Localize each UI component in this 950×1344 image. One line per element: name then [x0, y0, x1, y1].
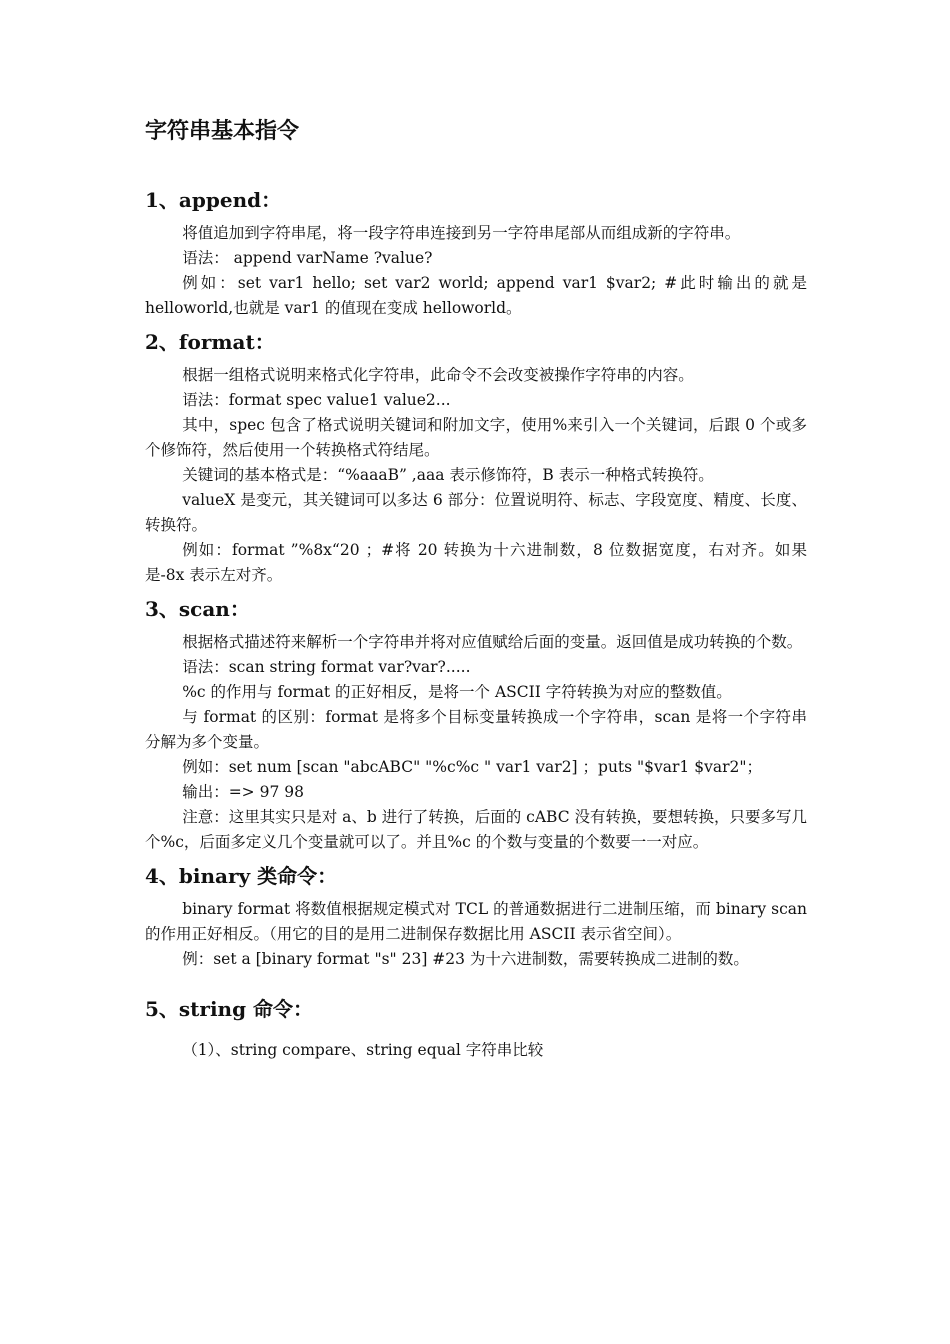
paragraph: 例如：format ”%8x“20 ；#将 20 转换为十六进制数，8 位数据宽度，右对齐。如果是-8x 表示左对齐。	[145, 540, 807, 584]
section-heading-scan: 3、scan：	[145, 596, 250, 621]
paragraph: （1）、string compare、string equal 字符串比较	[182, 1040, 544, 1059]
paragraph: binary format 将数值根据规定模式对 TCL 的普通数据进行二进制压缩，而 binary scan 的作用正好相反。（用它的目的是用二进制保存数据比用 ASCII 表示省空间）。	[145, 899, 807, 943]
section-heading-format: 2、format：	[145, 329, 275, 354]
paragraph: 与 format 的区别：format 是将多个目标变量转换成一个字符串，scan 是将一个字符串分解为多个变量。	[145, 707, 807, 751]
paragraph: 例：set a [binary format "s" 23] #23 为十六进制数，需要转换成二进制的数。	[182, 949, 749, 968]
section-heading-append: 1、append：	[145, 187, 282, 212]
paragraph: %c 的作用与 format 的正好相反，是将一个 ASCII 字符转换为对应的整数值。	[182, 682, 732, 701]
paragraph: 例如：set num [scan "abcABC" "%c%c " var1 var2] ；puts "$var1 $var2"；	[182, 757, 762, 776]
document-page	[145, 118, 807, 1063]
paragraph: 输出：=> 97 98	[182, 782, 304, 801]
paragraph: 例如：set var1 hello; set var2 world; append var1 $var2; #此时输出的就是 helloworld,也就是 var1 的值现在变成 helloworld。	[145, 273, 807, 317]
paragraph: 根据一组格式说明来格式化字符串，此命令不会改变被操作字符串的内容。	[182, 365, 694, 384]
paragraph: 注意：这里其实只是对 a、b 进行了转换，后面的 cABC 没有转换，要想转换，只要多写几个%c，后面多定义几个变量就可以了。并且%c 的个数与变量的个数要一一对应。	[145, 807, 807, 851]
paragraph: 语法：scan string format var?var?.....	[182, 657, 471, 676]
document-title: 字符串基本指令	[145, 119, 300, 144]
paragraph: 语法：format spec value1 value2...	[182, 390, 451, 409]
paragraph: valueX 是变元，其关键词可以多达 6 部分：位置说明符、标志、字段宽度、精度、长度、转换符。	[145, 490, 807, 534]
paragraph: 根据格式描述符来解析一个字符串并将对应值赋给后面的变量。返回值是成功转换的个数。	[182, 632, 803, 651]
section-heading-string: 5、string 命令：	[145, 996, 314, 1021]
section-heading-binary: 4、binary 类命令：	[145, 863, 338, 888]
paragraph: 将值追加到字符串尾，将一段字符串连接到另一字符串尾部从而组成新的字符串。	[182, 223, 741, 242]
paragraph: 关键词的基本格式是：“%aaaB” ,aaa 表示修饰符，B 表示一种格式转换符。	[182, 465, 714, 484]
paragraph: 其中，spec 包含了格式说明关键词和附加文字，使用%来引入一个关键词，后跟 0 个或多个修饰符，然后使用一个转换格式符结尾。	[145, 415, 807, 459]
paragraph: 语法： append varName ?value?	[182, 248, 433, 267]
